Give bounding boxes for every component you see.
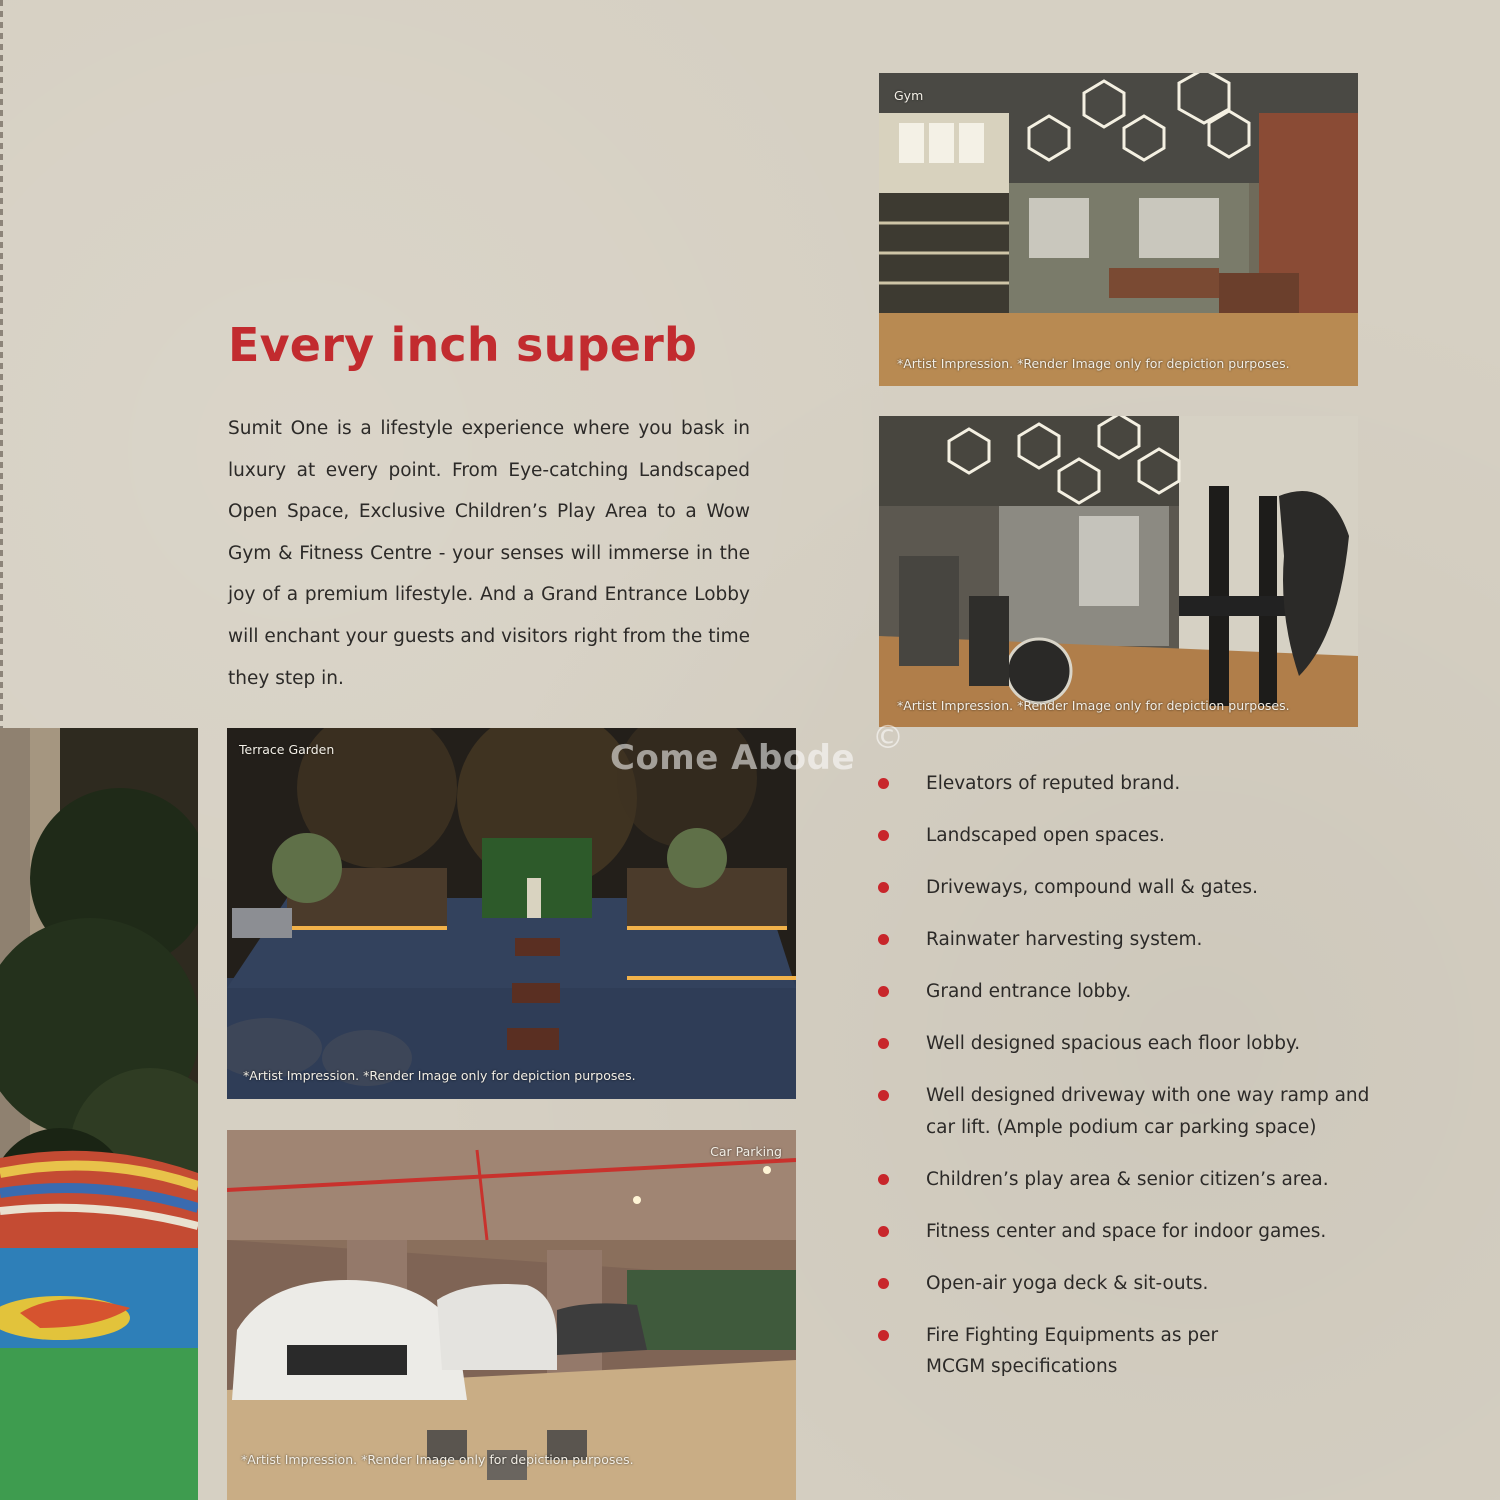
terrace-disclaimer: *Artist Impression. *Render Image only for depiction purposes. [243,1068,636,1083]
feature-item [876,768,1376,800]
feature-text: Grand entrance lobby. [926,981,1132,1002]
feature-item [876,1164,1376,1196]
bullet-icon [878,830,889,841]
watermark-copyright-mark: © [872,718,904,756]
feature-item [876,976,1376,1008]
feature-item [876,1216,1376,1248]
bullet-icon [878,1330,889,1341]
feature-item [876,924,1376,956]
feature-text: Open-air yoga deck & sit-outs. [926,1272,1209,1294]
car-parking-photo [227,1130,796,1500]
feature-item [876,1320,1276,1383]
feature-text: Well designed driveway with one way ramp and car lift. (Ample podium car parking space) [926,1085,1370,1138]
bullet-icon [878,1278,889,1289]
terrace-caption: Terrace Garden [239,742,335,757]
gym-lounge-disclaimer: *Artist Impression. *Render Image only for depiction purposes. [897,356,1290,371]
intro-paragraph: Sumit One is a lifestyle experience where you bask in luxury at every point. From Eye-catching Landscaped Open Space, Exclusive Children’s Play Area to a Wow Gym & Fitness Centre - your senses will immerse in the joy of a premium lifestyle. And a Grand Entrance Lobby will enchant your guests and visitors right from the time they step in. [228,418,750,689]
gym-equipment-photo [879,416,1358,727]
page-headline: Every inch superb [228,318,698,372]
bullet-icon [878,986,889,997]
feature-text: Fire Fighting Equipments as per MCGM specifications [926,1324,1219,1377]
feature-item [876,820,1376,852]
feature-item [876,872,1376,904]
feature-text: Well designed spacious each floor lobby. [926,1033,1301,1054]
bullet-icon [878,1038,889,1049]
playground-photo [0,728,198,1500]
feature-text: Elevators of reputed brand. [926,773,1181,794]
feature-text: Landscaped open spaces. [926,825,1165,846]
bullet-icon [878,1090,889,1101]
feature-item [876,1028,1376,1060]
feature-item [876,1268,1376,1300]
bullet-icon [878,934,889,945]
parking-disclaimer: *Artist Impression. *Render Image only for depiction purposes. [241,1452,634,1467]
feature-item [876,1080,1376,1143]
features-list [876,768,1376,1383]
bullet-icon [878,882,889,893]
gym-equipment-disclaimer: *Artist Impression. *Render Image only for depiction purposes. [897,698,1290,713]
bullet-icon [878,1174,889,1185]
parking-caption: Car Parking [710,1144,782,1159]
watermark-text: Come Abode [610,738,856,778]
feature-text: Fitness center and space for indoor games. [926,1220,1327,1242]
bullet-icon [878,1226,889,1237]
feature-text: Driveways, compound wall & gates. [926,877,1258,898]
feature-text: Rainwater harvesting system. [926,929,1203,950]
bullet-icon [878,778,889,789]
feature-text: Children’s play area & senior citizen’s area. [926,1168,1329,1190]
gym-caption: Gym [894,88,924,103]
gym-lounge-photo [879,73,1358,386]
terrace-garden-photo [227,728,796,1099]
